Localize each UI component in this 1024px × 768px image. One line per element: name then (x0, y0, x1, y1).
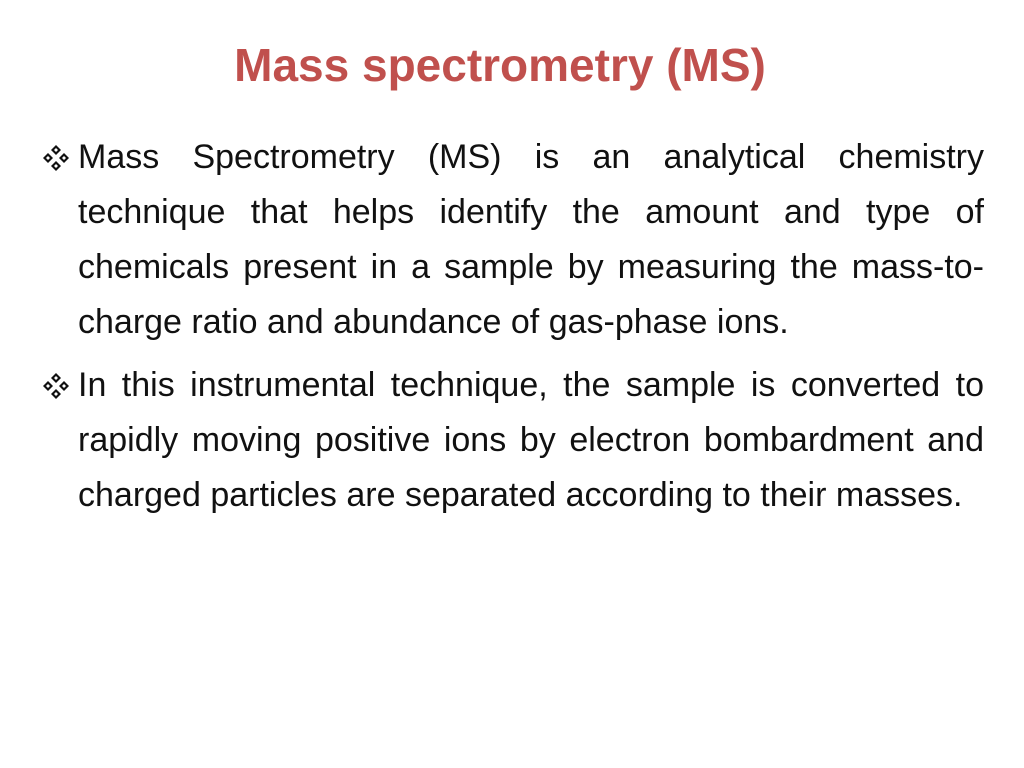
bullet-item (42, 358, 984, 523)
bullet-text: In this instrumental technique, the sample is converted to rapidly moving positive ions by electron bombardment and charged particles are separated according to their masses. (78, 366, 984, 514)
bullet-list (42, 130, 984, 523)
bullet-item (42, 130, 984, 350)
diamond-flower-bullet-icon (42, 371, 78, 401)
bullet-text: Mass Spectrometry (MS) is an analytical chemistry technique that helps identify the amount and type of chemicals present in a sample by measuring the mass-to-charge ratio and abundance of gas-phase ions. (78, 138, 984, 341)
slide-title: Mass spectrometry (MS) (234, 39, 766, 91)
diamond-flower-bullet-icon (42, 143, 78, 173)
